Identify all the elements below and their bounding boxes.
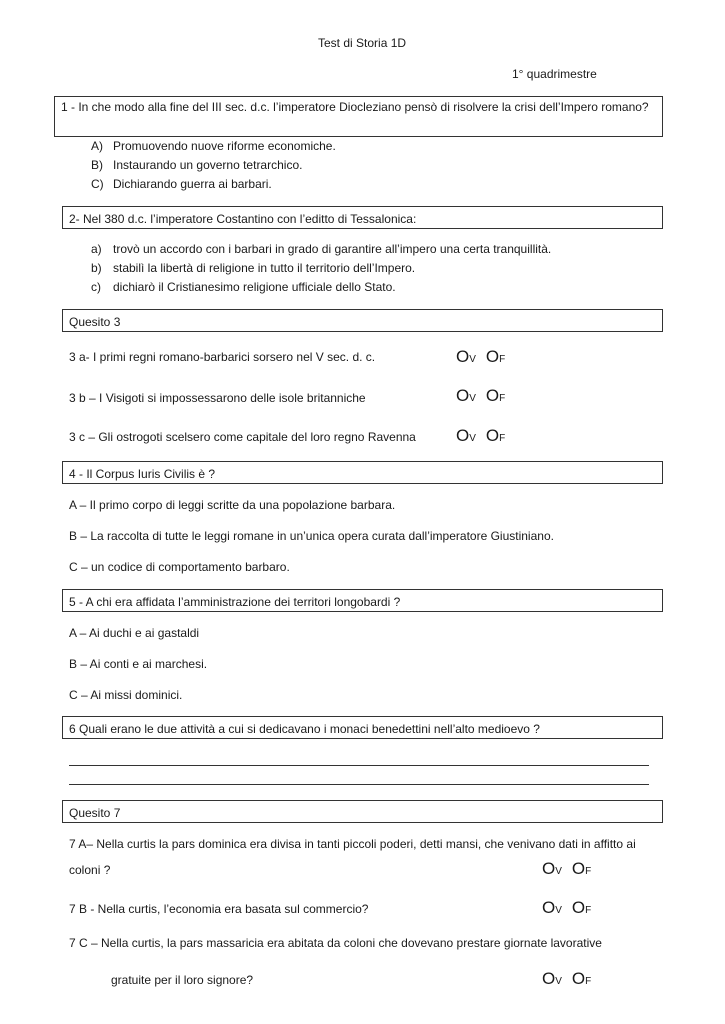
q1-option-c-text: Dichiarando guerra ai barbari. xyxy=(113,177,272,191)
q7-item-a-line1: 7 A– Nella curtis la pars dominica era divisa in tanti piccoli poderi, detti mansi, che venivano dati in affitto ai xyxy=(69,837,636,851)
q5-option-b[interactable]: B – Ai conti e ai marchesi. xyxy=(69,657,208,671)
q7c-false-circle-icon[interactable]: O xyxy=(571,969,586,988)
q5-option-c[interactable]: C – Ai missi dominici. xyxy=(69,688,183,702)
q7b-false-label: F xyxy=(585,905,592,916)
q1-option-b[interactable] xyxy=(91,158,302,172)
q7a-false-circle-icon[interactable]: O xyxy=(571,859,586,878)
q2-option-c-text: dichiarò il Cristianesimo religione ufficiale dello Stato. xyxy=(113,280,396,294)
q7-item-c-line2: gratuite per il loro signore? xyxy=(111,973,254,987)
q7b-true-circle-icon[interactable]: O xyxy=(542,898,556,917)
q1-option-b-marker: B) xyxy=(91,158,103,172)
q3a-true-false[interactable] xyxy=(456,348,505,369)
q7a-true-label: V xyxy=(555,866,562,877)
q2-option-b[interactable] xyxy=(91,261,415,275)
q2-option-b-text: stabilì la libertà di religione in tutto il territorio dell’Impero. xyxy=(113,261,416,275)
q3a-true-label: V xyxy=(469,354,476,365)
q3b-false-label: F xyxy=(499,393,506,404)
answer-line-2[interactable] xyxy=(69,784,649,785)
q1-option-c-marker: C) xyxy=(91,177,104,191)
q3b-true-label: V xyxy=(469,393,476,404)
q3c-false-circle-icon[interactable]: O xyxy=(485,426,500,445)
q7b-true-label: V xyxy=(555,905,562,916)
question-3-box: Quesito 3 xyxy=(62,309,663,332)
q4-option-a[interactable]: A – Il primo corpo di leggi scritte da una popolazione barbara. xyxy=(69,498,396,512)
q3-item-c: 3 c – Gli ostrogoti scelsero come capitale del loro regno Ravenna xyxy=(69,430,416,444)
question-1-box: 1 - In che modo alla fine del III sec. d.c. l’imperatore Diocleziano pensò di risolvere la crisi dell’Impero romano? xyxy=(54,96,663,137)
q3-item-b: 3 b – I Visigoti si impossessarono delle isole britanniche xyxy=(69,391,366,405)
q7a-true-false[interactable] xyxy=(542,860,591,881)
q2-option-a-marker: a) xyxy=(91,242,102,256)
q7c-true-label: V xyxy=(555,976,562,987)
q3c-true-label: V xyxy=(469,433,476,444)
q7b-true-false[interactable] xyxy=(542,899,591,920)
q3a-false-circle-icon[interactable]: O xyxy=(485,347,500,366)
term-label: 1° quadrimestre xyxy=(512,67,597,81)
q1-option-a-text: Promuovendo nuove riforme economiche. xyxy=(113,139,336,153)
q7b-false-circle-icon[interactable]: O xyxy=(571,898,586,917)
q1-option-a[interactable] xyxy=(91,139,336,153)
question-2-box: 2- Nel 380 d.c. l’imperatore Costantino con l’editto di Tessalonica: xyxy=(62,206,663,229)
q2-option-c[interactable] xyxy=(91,280,396,294)
q3c-true-circle-icon[interactable]: O xyxy=(456,426,470,445)
q3b-true-circle-icon[interactable]: O xyxy=(456,386,470,405)
q3-item-a: 3 a- I primi regni romano-barbarici sorsero nel V sec. d. c. xyxy=(69,350,376,364)
q7c-false-label: F xyxy=(585,976,592,987)
question-4-box: 4 - Il Corpus Iuris Civilis è ? xyxy=(62,461,663,484)
q1-option-b-text: Instaurando un governo tetrarchico. xyxy=(113,158,303,172)
q4-option-b[interactable]: B – La raccolta di tutte le leggi romane in un’unica opera curata dall’imperatore Giustiniano. xyxy=(69,529,554,543)
q3a-false-label: F xyxy=(499,354,506,365)
q7-item-c-line1: 7 C – Nella curtis, la pars massaricia era abitata da coloni che dovevano prestare giornate lavorative xyxy=(69,936,602,950)
q2-option-a[interactable] xyxy=(91,242,551,256)
answer-line-1[interactable] xyxy=(69,765,649,766)
q5-option-a[interactable]: A – Ai duchi e ai gastaldi xyxy=(69,626,200,640)
q7a-true-circle-icon[interactable]: O xyxy=(542,859,556,878)
q3c-false-label: F xyxy=(499,433,506,444)
q2-option-a-text: trovò un accordo con i barbari in grado di garantire all’impero una certa tranquillità. xyxy=(113,242,552,256)
q1-option-a-marker: A) xyxy=(91,139,103,153)
q4-option-c[interactable]: C – un codice di comportamento barbaro. xyxy=(69,560,290,574)
q1-option-c[interactable] xyxy=(91,177,272,191)
q7-item-b: 7 B - Nella curtis, l’economia era basata sul commercio? xyxy=(69,902,369,916)
q3a-true-circle-icon[interactable]: O xyxy=(456,347,470,366)
question-5-box: 5 - A chi era affidata l’amministrazione dei territori longobardi ? xyxy=(62,589,663,612)
q7c-true-circle-icon[interactable]: O xyxy=(542,969,556,988)
page-title: Test di Storia 1D xyxy=(318,36,407,50)
q3b-false-circle-icon[interactable]: O xyxy=(485,386,500,405)
q7c-true-false[interactable] xyxy=(542,970,591,991)
question-6-box: 6 Quali erano le due attività a cui si dedicavano i monaci benedettini nell’alto medioevo ? xyxy=(62,716,663,739)
q7-item-a-line2: coloni ? xyxy=(69,863,111,877)
q3b-true-false[interactable] xyxy=(456,387,505,408)
q7a-false-label: F xyxy=(585,866,592,877)
q2-option-c-marker: c) xyxy=(91,280,101,294)
q2-option-b-marker: b) xyxy=(91,261,102,275)
question-7-box: Quesito 7 xyxy=(62,800,663,823)
q3c-true-false[interactable] xyxy=(456,427,505,448)
